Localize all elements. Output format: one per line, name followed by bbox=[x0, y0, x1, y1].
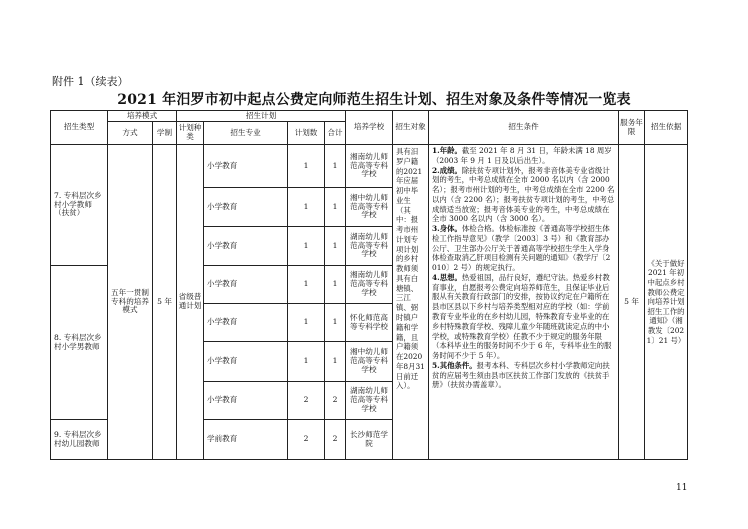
school-cell: 湘南幼儿师范高等专科学校 bbox=[346, 266, 393, 304]
major-cell: 小学教育 bbox=[204, 188, 288, 227]
total-cell: 1 bbox=[325, 188, 346, 227]
condition-item: 5.其他条件。报考本科、专科层次乡村小学教师定向扶贫的应届考生须由县市区扶贫工作部门发放的《扶贫手册》（扶贫办需盖章）。 bbox=[432, 360, 610, 390]
header-basis: 招生依据 bbox=[645, 111, 688, 145]
target-cell: 具有汨罗户籍的2021年应届初中毕业生（其中：报考市州计划专项计划的乡村教师须具有白塘镇、三江镇、弼时镇户籍和学籍，且户籍须在2020年8月31日前迁入）。 bbox=[393, 145, 429, 460]
major-cell: 小学教育 bbox=[204, 266, 288, 304]
enrollment-table bbox=[50, 110, 688, 460]
header-plan-type: 计划种类 bbox=[177, 122, 204, 145]
total-cell: 1 bbox=[325, 342, 346, 382]
duration-cell: 5 年 bbox=[153, 145, 177, 460]
header-major: 招生专业 bbox=[204, 122, 288, 145]
major-cell: 小学教育 bbox=[204, 342, 288, 382]
school-cell: 湘中幼儿师范高等专科学校 bbox=[346, 342, 393, 382]
total-cell: 1 bbox=[325, 266, 346, 304]
page-number: 11 bbox=[676, 483, 688, 493]
school-cell: 湖南幼儿师范高等专科学校 bbox=[346, 382, 393, 420]
header-method: 方式 bbox=[108, 122, 153, 145]
header-conditions: 招生条件 bbox=[429, 111, 619, 145]
count-cell: 2 bbox=[288, 420, 325, 460]
header-training: 培养模式 bbox=[108, 111, 177, 122]
total-cell: 1 bbox=[325, 145, 346, 188]
condition-item: 2.成绩。除扶贫专项计划外，报考非音体美专业省级计划的考生，中考总成绩在全市 2000 名以内（含 2000 名）；报考市州计划的考生，中考总成绩在全市 2200 名以内（含 2200 名）；报考扶贫专项计划的考生，中考总成绩适当放宽；报考音体美专业的考生，中考总成绩在全市 3000 名以内（含 3000 名）。 bbox=[432, 165, 615, 224]
category-cell: 8. 专科层次乡村小学男教师 bbox=[51, 266, 108, 420]
header-category: 招生类型 bbox=[51, 111, 108, 145]
conditions-cell bbox=[429, 145, 619, 460]
count-cell: 1 bbox=[288, 188, 325, 227]
total-cell: 1 bbox=[325, 227, 346, 266]
header-plan: 招生计划 bbox=[177, 111, 346, 122]
condition-item: 4.思想。热爱祖国，品行良好，遵纪守法。热爱乡村教育事业，自愿报考公费定向培养师范生，且保证毕业后服从有关教育行政部门的安排，按协议约定在户籍所在县市区县以下乡村与培养类型相对应的学校（如：学前教育专业毕业的在乡村幼儿园，特殊教育专业毕业的在乡村特殊教育学校、残障儿童少年随班就读定点的中小学校，或特殊教育学校）任教不少于规定的服务年限（本科毕业生的服务时间不少于 6 年，专科毕业生的服务时间不少于 5 年）。 bbox=[432, 272, 612, 361]
major-cell: 小学教育 bbox=[204, 382, 288, 420]
school-cell: 湘中幼儿师范高等专科学校 bbox=[346, 188, 393, 227]
school-cell: 湘南幼儿师范高等专科学校 bbox=[346, 145, 393, 188]
condition-item: 3.身体。体检合格。体检标准按《普通高等学校招生体检工作指导意见》（教学〔2003〕3 号）和《教育部办公厅、卫生部办公厅关于普通高等学校招生学生入学身体检查取消乙肝项目检测有关问题的通知》（教学厅〔2010〕2 号）的规定执行。 bbox=[432, 224, 611, 273]
header-duration: 学制 bbox=[153, 122, 177, 145]
total-cell: 1 bbox=[325, 304, 346, 342]
condition-item: 1.年龄。截至 2021 年 8 月 31 日，年龄未满 18 周岁（2003 年 9 月 1 日及以后出生）。 bbox=[432, 146, 612, 165]
major-cell: 小学教育 bbox=[204, 304, 288, 342]
header-row-1 bbox=[51, 111, 688, 122]
header-service: 服务年限 bbox=[619, 111, 645, 145]
table-row bbox=[51, 145, 688, 188]
header-count: 计划数 bbox=[288, 122, 325, 145]
category-cell: 9. 专科层次乡村幼儿园教师 bbox=[51, 420, 108, 460]
school-cell: 怀化师范高等专科学校 bbox=[346, 304, 393, 342]
major-cell: 小学教育 bbox=[204, 145, 288, 188]
header-total: 合计 bbox=[325, 122, 346, 145]
category-cell: 7. 专科层次乡村小学教师（扶贫） bbox=[51, 145, 108, 266]
document-title: 2021 年汨罗市初中起点公费定向师范生招生计划、招生对象及条件等情况一览表 bbox=[117, 92, 631, 108]
count-cell: 2 bbox=[288, 382, 325, 420]
count-cell: 1 bbox=[288, 266, 325, 304]
total-cell: 2 bbox=[325, 420, 346, 460]
count-cell: 1 bbox=[288, 342, 325, 382]
major-cell: 小学教育 bbox=[204, 227, 288, 266]
count-cell: 1 bbox=[288, 227, 325, 266]
service-years-cell: 5 年 bbox=[619, 145, 645, 460]
count-cell: 1 bbox=[288, 145, 325, 188]
header-target: 招生对象 bbox=[393, 111, 429, 145]
major-cell: 学前教育 bbox=[204, 420, 288, 460]
school-cell: 湖南幼儿师范高等专科学校 bbox=[346, 227, 393, 266]
method-cell: 五年一贯制专科的培养模式 bbox=[108, 145, 153, 460]
total-cell: 2 bbox=[325, 382, 346, 420]
count-cell: 1 bbox=[288, 304, 325, 342]
header-school: 培养学校 bbox=[346, 111, 393, 145]
plan-type-cell: 省级普通计划 bbox=[177, 145, 204, 460]
basis-cell: 《关于做好 2021 年初中起点乡村教师公费定向培养计划招生工作的通知》（湘教发〔2021〕21 号） bbox=[645, 145, 688, 460]
attachment-label: 附件 1（续表） bbox=[52, 75, 129, 88]
school-cell: 长沙师范学院 bbox=[346, 420, 393, 460]
